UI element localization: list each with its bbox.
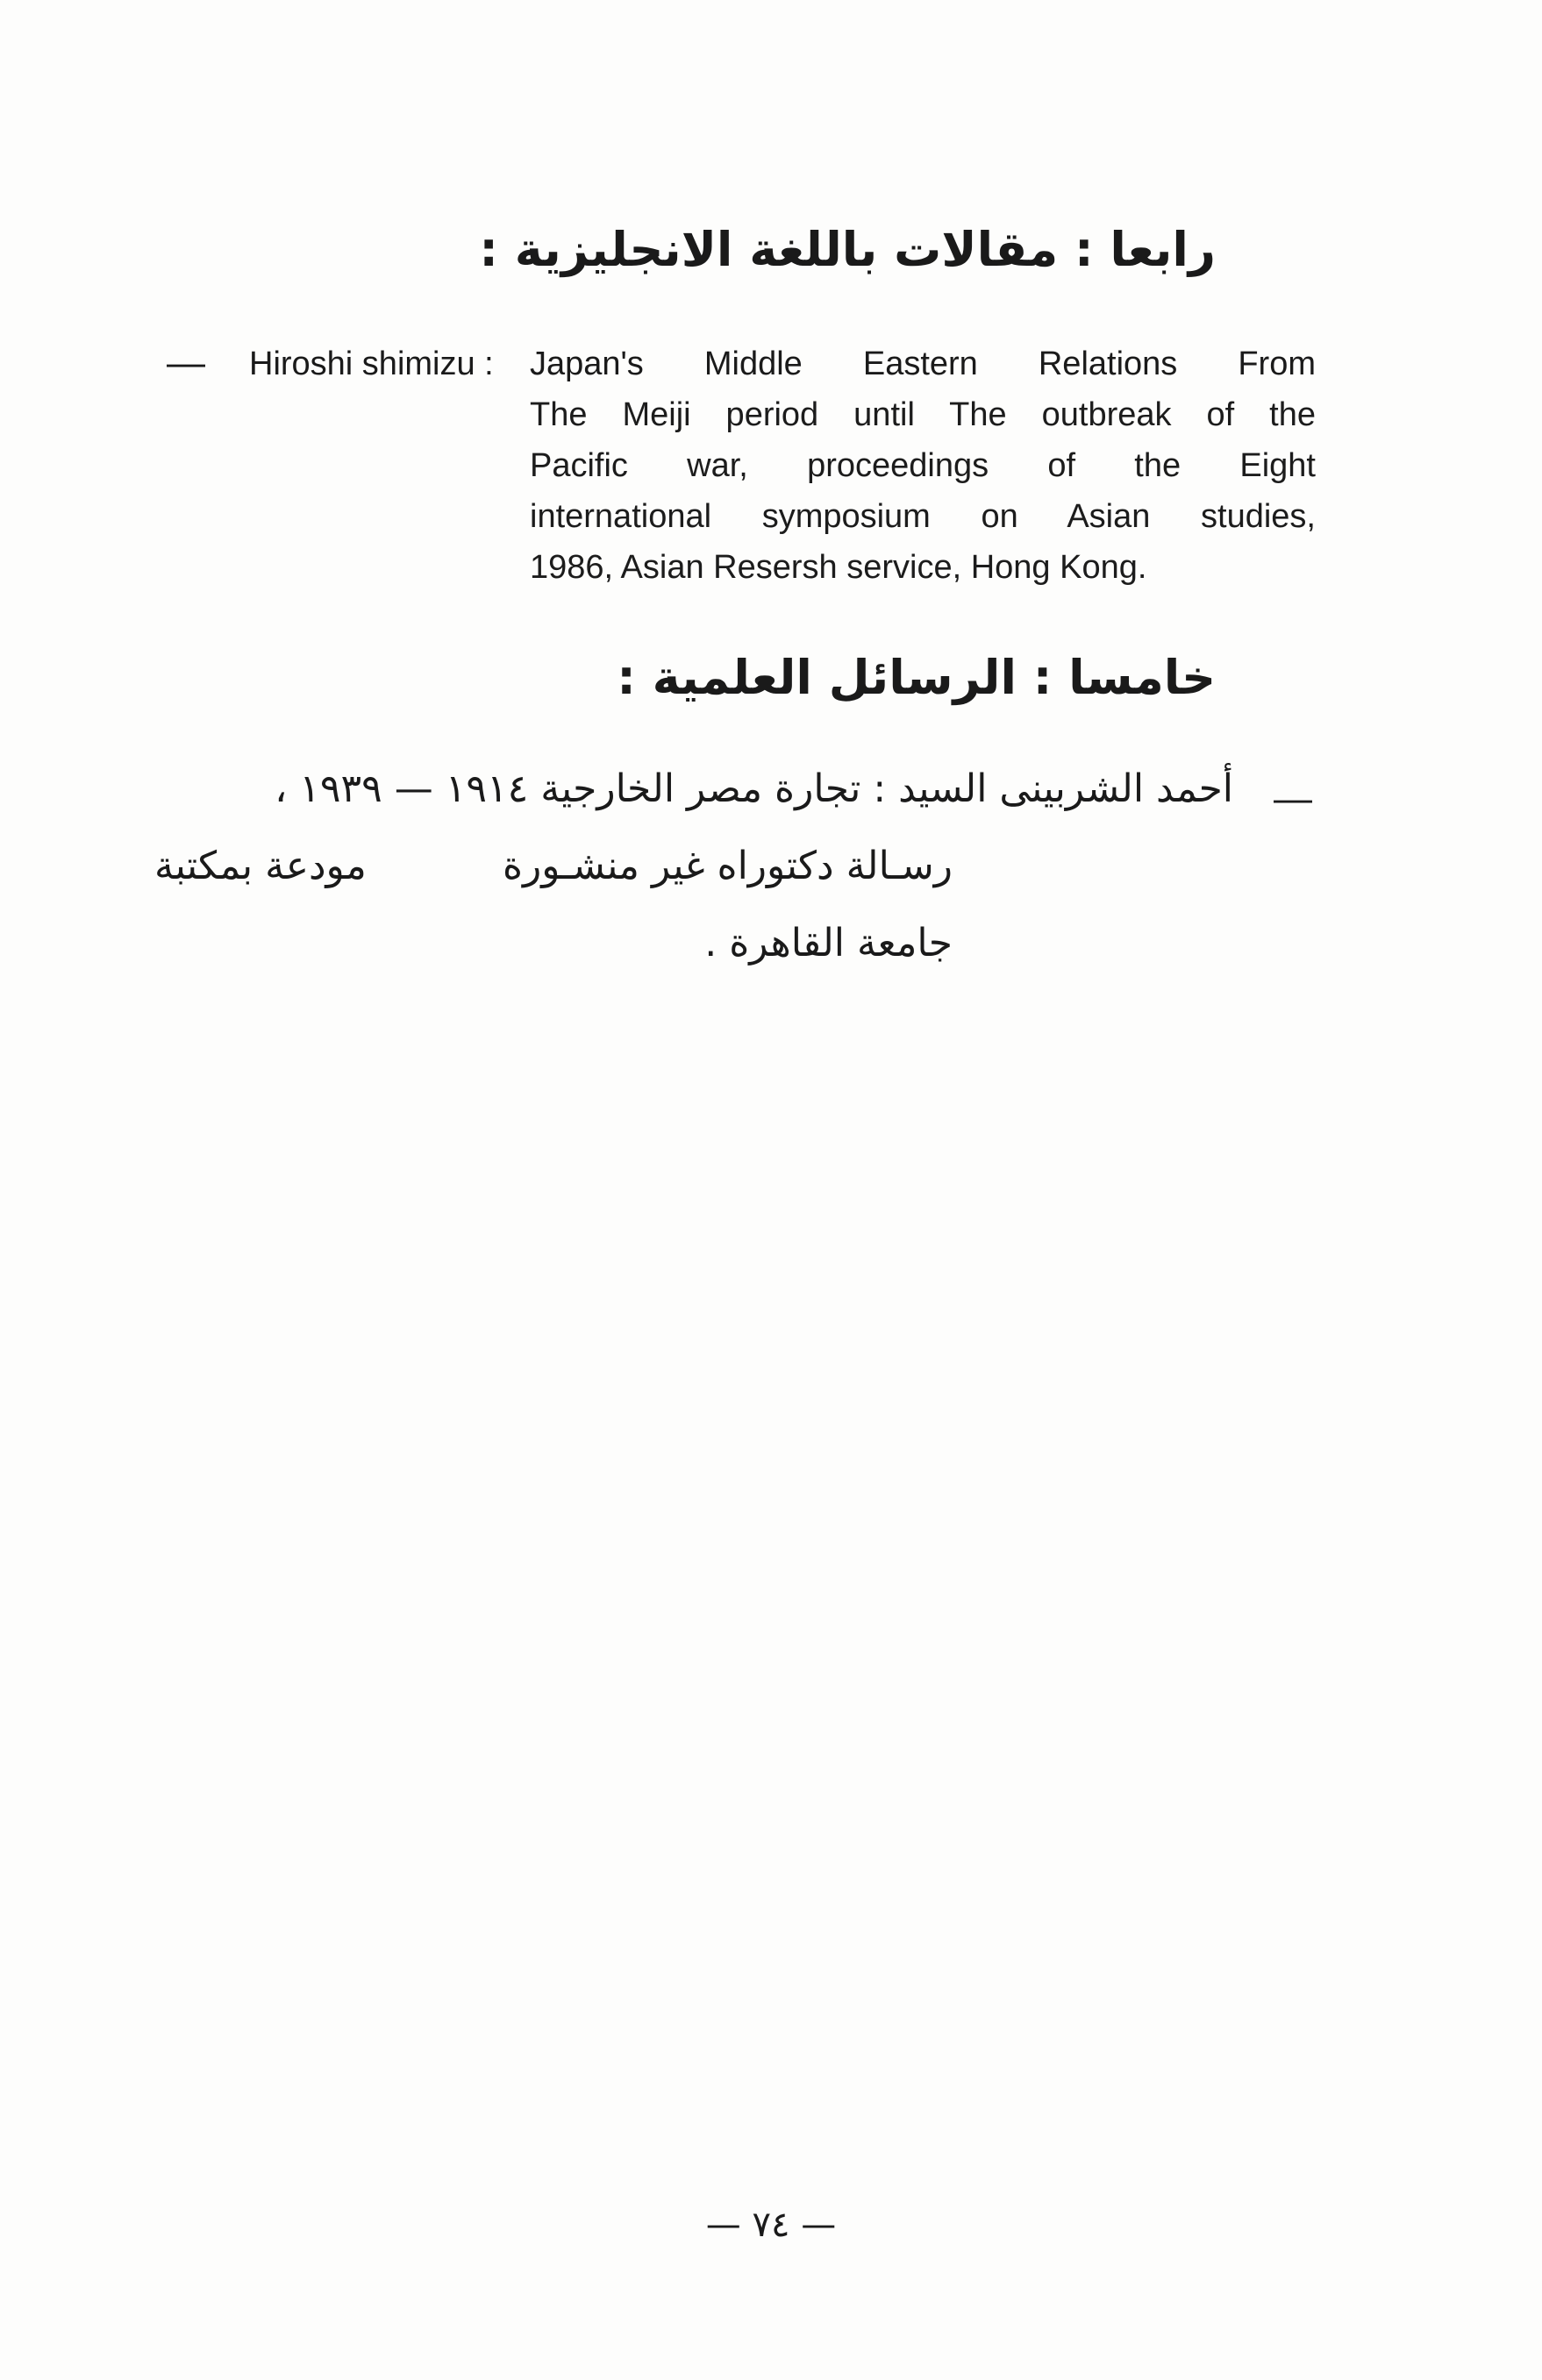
entry-line-1: Japan's Middle Eastern Relations From — [530, 346, 1316, 382]
entry-dash: — — [167, 341, 205, 384]
entry-author: Hiroshi shimizu : — [249, 346, 494, 382]
entry-line-4: international symposium on Asian studies, — [530, 498, 1316, 535]
thesis-entry-line-2-end: مودعة بمكتبة — [154, 844, 367, 888]
page-number: — ٧٤ — — [705, 2205, 837, 2245]
thesis-entry-dash: — — [1274, 777, 1312, 820]
entry-line-3: Pacific war, proceedings of the Eight — [530, 447, 1316, 484]
entry-line-5: 1986, Asian Resersh service, Hong Kong. — [530, 549, 1147, 586]
thesis-entry-line-2: رسـالة دكتوراه غير منشـورة — [502, 844, 953, 888]
thesis-entry-line-1: أحمد الشربينى السيد : تجارة مصر الخارجية ١٩١٤ — ١٩٣٩ ، — [275, 766, 1233, 811]
entry-line-2: The Meiji period until The outbreak of the — [530, 396, 1316, 433]
entry-citation — [530, 389, 1316, 593]
section-4-heading: رابعا : مقالات باللغة الانجليزية : — [479, 222, 1216, 277]
section-5-heading: خامسا : الرسائل العلمية : — [617, 650, 1216, 705]
thesis-entry-line-3: جامعة القاهرة . — [704, 921, 953, 966]
